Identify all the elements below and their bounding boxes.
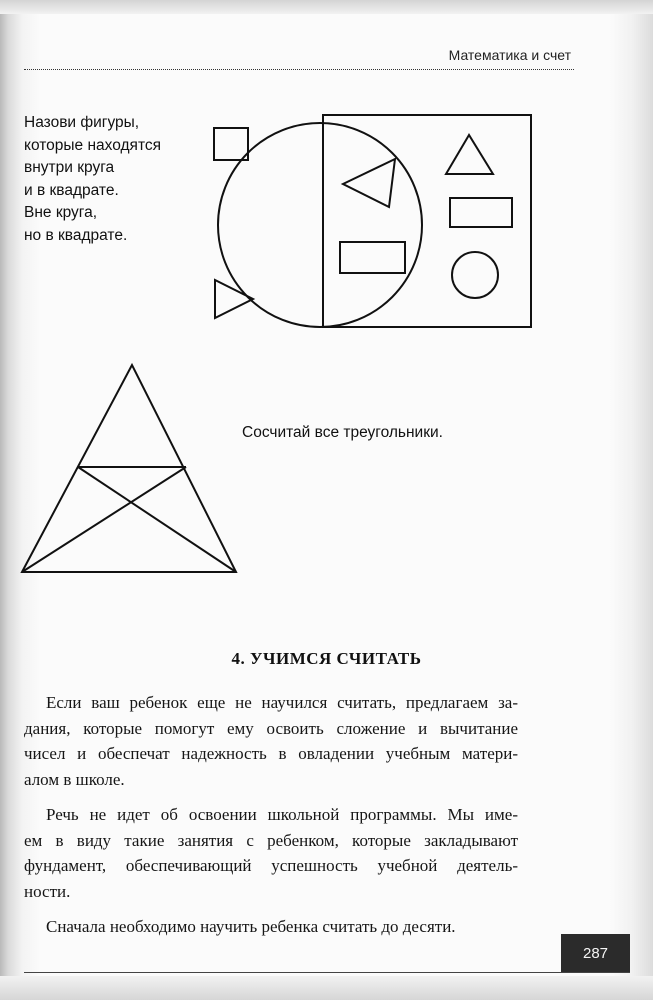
rectangle-in-circle-and-square xyxy=(340,242,405,273)
text-line: дания, которые помогут ему освоить сложение и вычитание xyxy=(24,718,518,738)
instruction-line: которые находятся xyxy=(24,136,162,154)
text-line: Речь не идет об освоении школьной программы. Мы име- xyxy=(46,805,518,824)
text-line: чисел и обеспечат надежность в овладении учебным матери- xyxy=(24,744,518,763)
square-outline xyxy=(323,115,531,327)
triangle-in-circle-and-square xyxy=(343,159,395,207)
diagonal-line-right xyxy=(78,467,236,572)
page-number: 287 xyxy=(561,934,630,972)
circle-in-square xyxy=(452,252,498,298)
text-line: Сначала необходимо научить ребенка считать до десяти. xyxy=(46,917,456,936)
text-line: Если ваш ребенок еще не научился считать, предлагаем за- xyxy=(46,693,518,712)
small-square xyxy=(214,128,248,160)
shapes-figure xyxy=(205,110,535,340)
header-divider xyxy=(24,69,574,70)
outer-triangle xyxy=(22,365,236,572)
shapes-exercise-instructions xyxy=(24,112,224,247)
text-line: ем в виду такие занятия с ребенком, которые закладывают xyxy=(24,830,518,850)
rectangle-in-square xyxy=(450,198,512,227)
instruction-line: Вне круга, xyxy=(24,204,98,221)
instruction-line: Назови фигуры, xyxy=(24,114,140,131)
body-text xyxy=(24,690,518,950)
page-top-shadow xyxy=(0,0,653,14)
paragraph xyxy=(24,802,518,904)
instruction-line: внутри круга xyxy=(24,159,115,176)
footer-divider xyxy=(24,972,630,973)
triangle-outside xyxy=(215,280,253,318)
triangles-figure xyxy=(14,360,244,580)
section-heading: 4. УЧИМСЯ СЧИТАТЬ xyxy=(231,649,422,668)
diagonal-line-left xyxy=(22,467,186,572)
text-line: алом в школе. xyxy=(24,769,125,789)
paragraph xyxy=(24,690,518,792)
text-line: фундамент, обеспечивающий успешность учебной деятель- xyxy=(24,856,518,875)
triangles-exercise-instruction: Сосчитай все треугольники. xyxy=(242,424,443,441)
text-line: ности. xyxy=(24,881,71,901)
paragraph xyxy=(24,914,518,940)
instruction-line: но в квадрате. xyxy=(24,226,128,244)
running-head: Математика и счет xyxy=(448,47,571,63)
triangle-in-square xyxy=(446,135,493,174)
page-bottom-shadow xyxy=(0,976,653,1000)
instruction-line: и в квадрате. xyxy=(24,181,119,199)
